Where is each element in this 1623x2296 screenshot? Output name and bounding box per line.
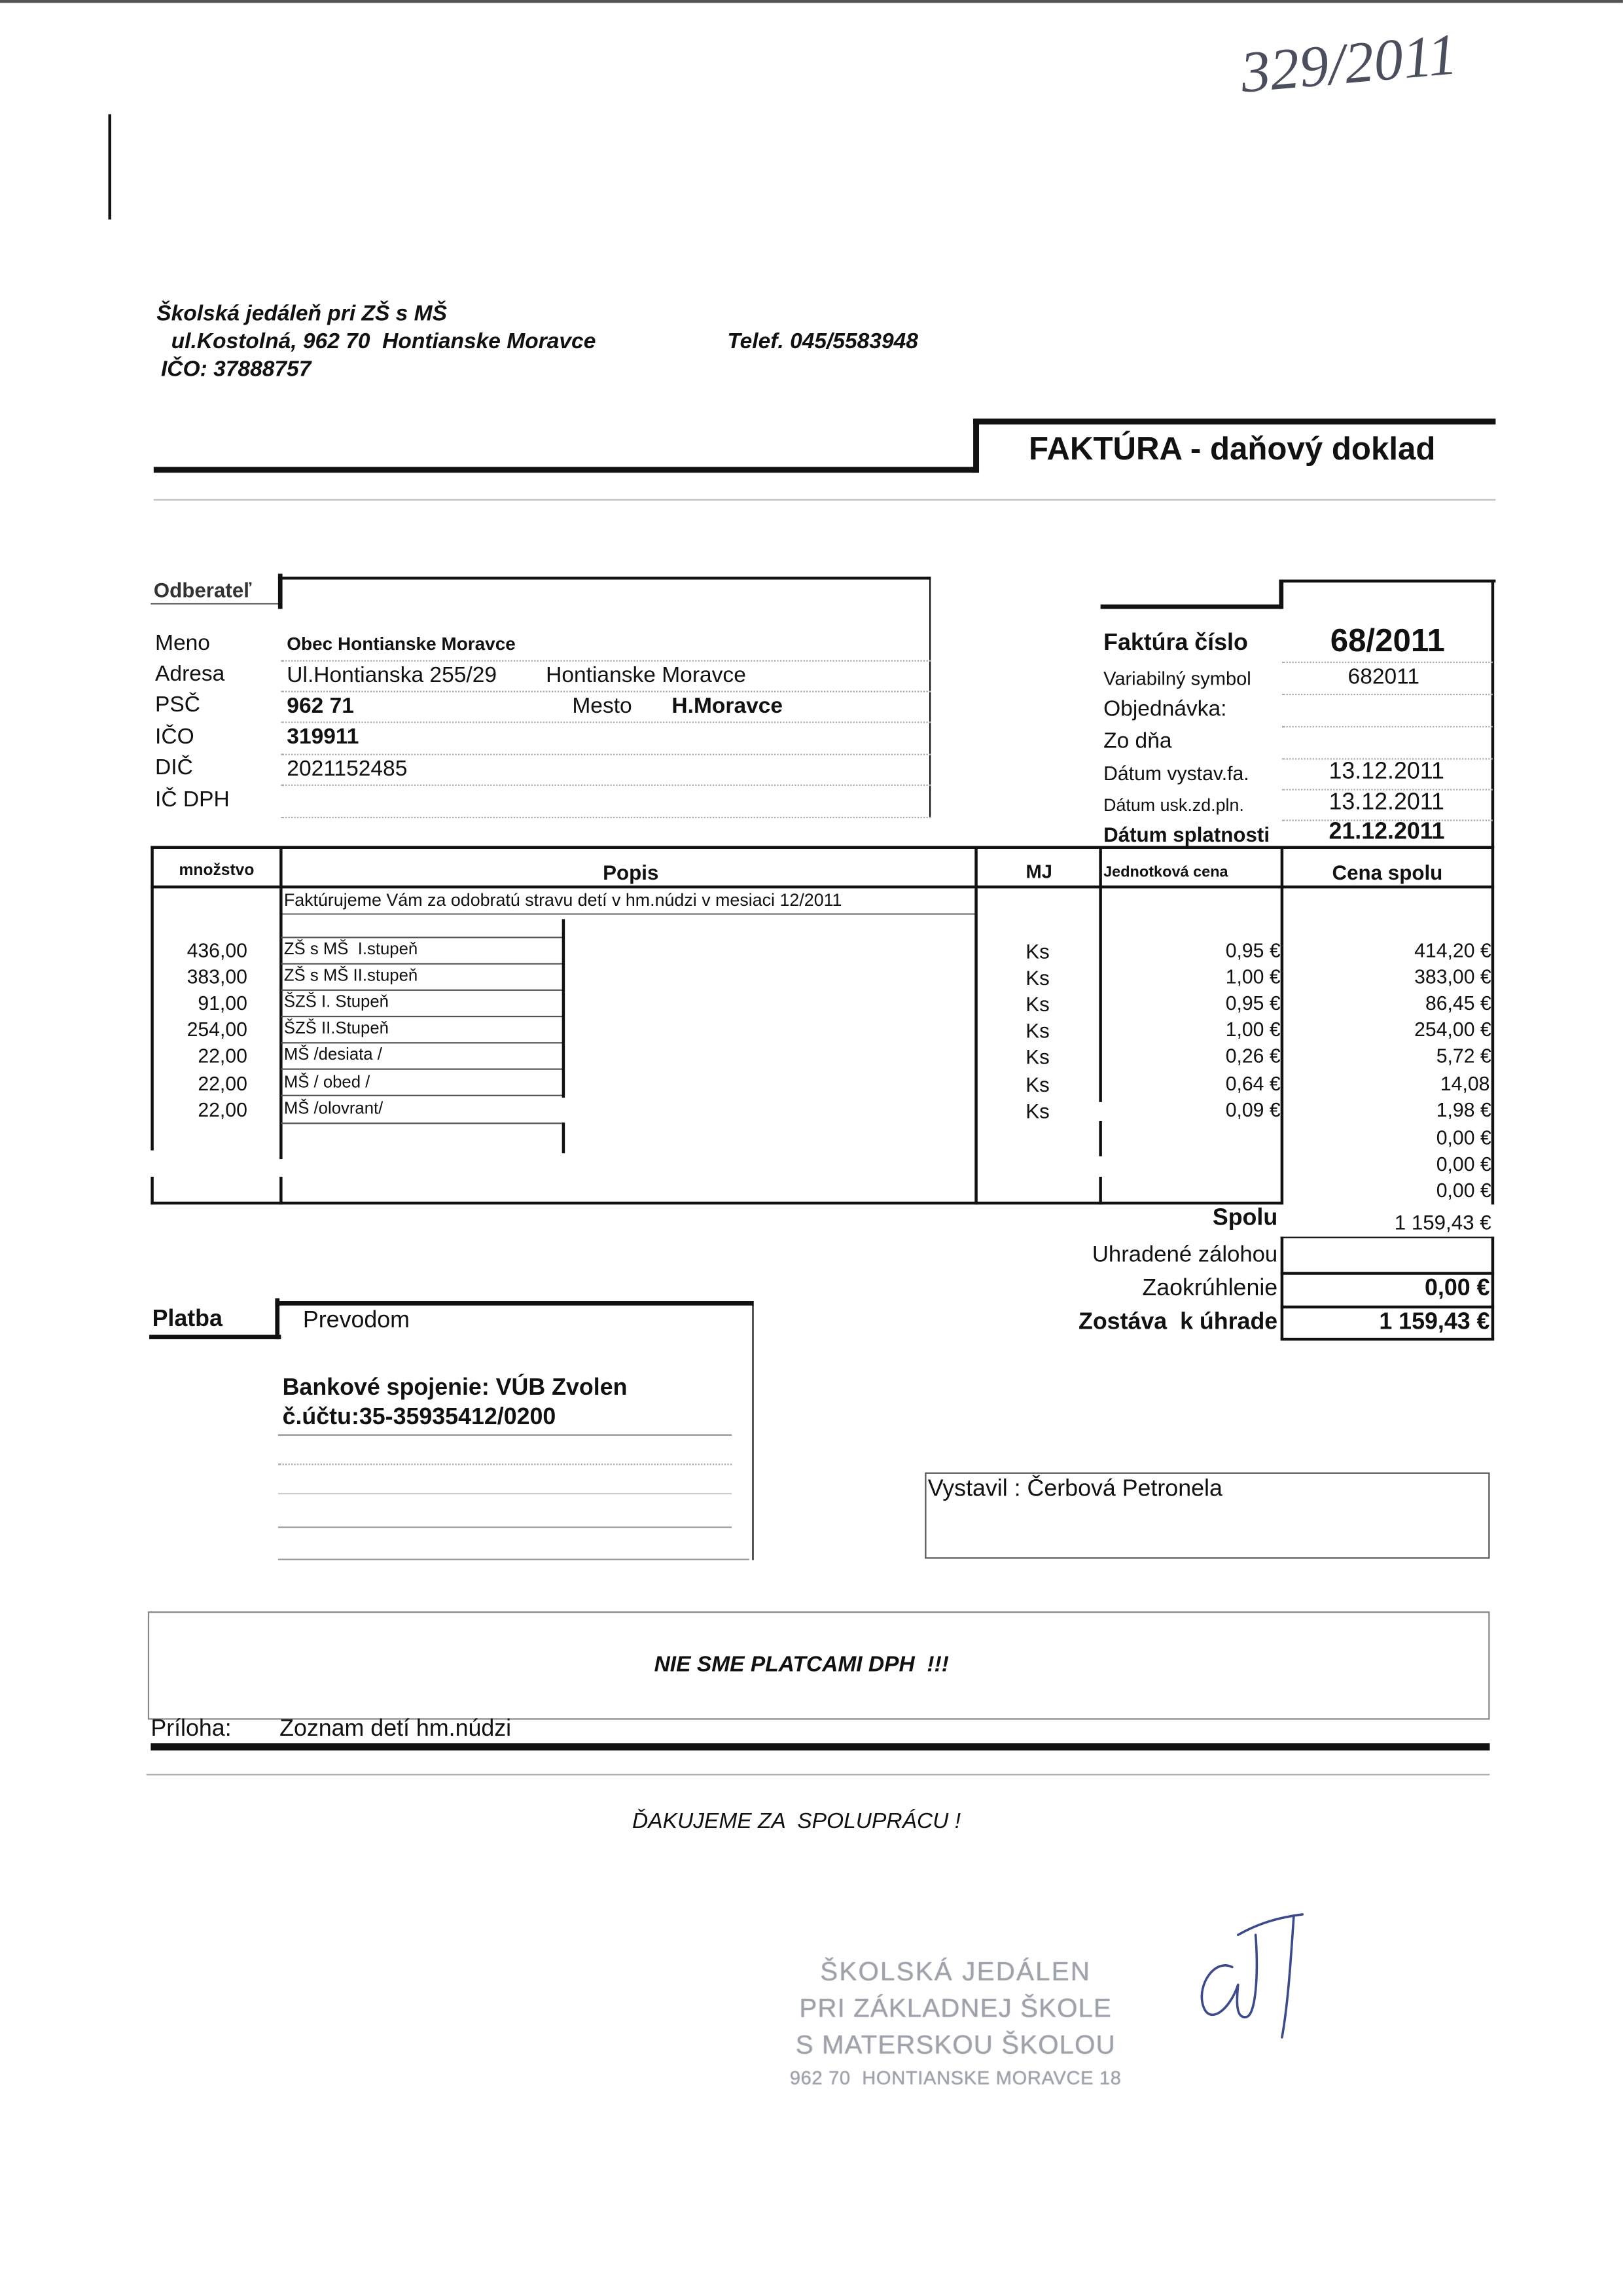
customer-box-top [278,577,931,579]
col-header-unit-price: Jednotková cena [1103,863,1228,882]
description-row-rule [281,1016,563,1017]
item-quantity: 22,00 [198,1099,247,1121]
col-header-description: Popis [603,860,659,884]
item-quantity: 91,00 [198,992,247,1014]
payment-box-right [752,1301,753,1560]
description-box-right [562,919,564,1098]
description-row-rule [281,1095,563,1096]
variable-symbol: 682011 [1347,664,1420,690]
description-row-rule [281,990,563,991]
signature [1188,1903,1320,2049]
item-description: ZŠ s MŠ II.stupeň [283,967,418,985]
table-col-border [1281,846,1283,1205]
customer-row-divider [281,785,931,786]
title-rule-vertical [973,419,979,473]
customer-row-divider [281,721,931,723]
item-unit-price: 0,95 € [1225,939,1281,962]
document-title: FAKTÚRA - daňový doklad [1029,430,1436,467]
tax-point-date-label: Dátum usk.zd.pln. [1103,795,1244,816]
table-col-border [279,846,281,1160]
item-total: 86,45 € [1425,992,1491,1014]
table-intro-rule [281,913,976,914]
supplier-name: Školská jedáleň pri ZŠ s MŠ [156,301,447,327]
supplier-address: ul.Kostolná, 962 70 Hontianske Moravce [171,329,596,355]
table-col-border [151,846,152,1151]
customer-dic-label: DIČ [155,755,193,780]
issue-date-label: Dátum vystav.fa. [1103,762,1249,785]
item-quantity: 436,00 [187,939,247,962]
header-divider [154,499,1496,501]
table-col-border [1099,1177,1101,1204]
payment-rule [278,1526,732,1528]
description-row-rule [281,1068,563,1069]
item-description: ŠZŠ I. Stupeň [283,994,389,1012]
table-col-border [1491,846,1493,1205]
amount-due-label: Zostáva k úhrade [1078,1310,1278,1335]
table-col-border [974,846,976,1205]
table-header-rule [151,886,1494,888]
totals-box-right [1491,1237,1493,1340]
amount-due-value: 1 159,43 € [1379,1310,1490,1335]
sum-label: Spolu [1212,1206,1278,1231]
item-unit: Ks [1026,939,1050,963]
customer-city: H.Moravce [671,693,783,719]
customer-postcode-label: PSČ [155,692,201,717]
variable-symbol-label: Variabilný symbol [1103,667,1251,690]
item-unit: Ks [1026,965,1050,990]
info-row-divider [1282,726,1493,727]
info-rule-top [1279,580,1495,583]
item-description: ŠZŠ II.Stupeň [283,1020,389,1038]
customer-town: Hontianske Moravce [546,662,746,689]
bank-connection: Bankové spojenie: VÚB Zvolen [282,1376,628,1401]
item-unit-price: 1,00 € [1225,1018,1281,1041]
col-header-unit: MJ [1026,860,1052,883]
customer-row-divider [281,754,931,755]
item-total: 5,72 € [1436,1045,1491,1067]
rounding-label: Zaokrúhlenie [1142,1276,1278,1301]
advance-label: Uhradené zálohou [1092,1242,1278,1268]
invoice-number-label: Faktúra číslo [1103,630,1248,656]
customer-name: Obec Hontianske Moravce [287,634,516,655]
payment-rule [278,1559,749,1560]
item-quantity: 22,00 [198,1073,247,1095]
description-box-right [562,1122,564,1153]
payment-rule [278,1434,732,1435]
sum-value: 1 159,43 € [1394,1210,1491,1234]
issued-by: Vystavil : Čerbová Petronela [927,1477,1222,1502]
totals-box-rule [1281,1272,1494,1274]
item-total: 14,08 [1440,1073,1490,1095]
stamp-line: ŠKOLSKÁ JEDÁLEN [820,1956,1092,1986]
customer-name-label: Meno [155,630,210,656]
empty-row-total: 0,00 € [1436,1126,1491,1149]
item-description: MŠ / obed / [283,1074,370,1092]
item-unit: Ks [1026,1018,1050,1043]
item-unit-price: 1,00 € [1225,965,1281,988]
customer-label-underline [151,603,279,604]
tax-point-date: 13.12.2011 [1329,790,1444,816]
payment-rule [278,1463,732,1465]
payment-label-underline [149,1335,281,1339]
item-unit-price: 0,64 € [1225,1073,1281,1095]
customer-ico-label: IČO [155,724,194,749]
item-unit-price: 0,26 € [1225,1045,1281,1067]
info-box-right [1491,580,1493,848]
item-unit: Ks [1026,992,1050,1016]
handwritten-note: 329/2011 [1238,20,1460,105]
customer-postcode: 962 71 [287,693,354,719]
totals-box-left [1281,1237,1283,1340]
customer-row-divider [281,660,931,662]
payment-label: Platba [152,1306,223,1332]
attachment-value: Zoznam detí hm.núdzi [279,1717,512,1742]
item-unit: Ks [1026,1099,1050,1123]
item-quantity: 254,00 [187,1018,247,1041]
item-unit-price: 0,09 € [1225,1099,1281,1121]
items-intro: Faktúrujeme Vám za odobratú stravu detí v hm.núdzi v mesiaci 12/2011 [283,889,842,910]
item-total: 414,20 € [1414,939,1491,962]
title-rule-bottom [154,467,979,473]
customer-ico: 319911 [287,724,359,749]
customer-city-label: Mesto [572,693,632,719]
item-unit: Ks [1026,1073,1050,1096]
col-header-total: Cena spolu [1332,860,1443,884]
table-col-border [279,1177,281,1204]
rounding-value: 0,00 € [1424,1276,1490,1301]
attachment-rule [151,1743,1489,1750]
due-date: 21.12.2011 [1329,819,1445,845]
table-col-border [1099,1121,1101,1157]
customer-box-right [929,577,931,818]
customer-row-divider [281,691,931,692]
table-bottom-rule [151,1202,1282,1204]
bank-account: č.účtu:35-35935412/0200 [282,1405,556,1430]
empty-row-total: 0,00 € [1436,1179,1491,1202]
customer-section-label: Odberateľ [153,578,252,602]
payment-rule [278,1493,732,1494]
supplier-phone: Telef. 045/5583948 [727,329,918,355]
order-label: Objednávka: [1103,696,1227,722]
stamp-line: 962 70 HONTIANSKE MORAVCE 18 [789,2066,1122,2089]
scan-mark [108,114,111,219]
customer-address-label: Adresa [155,661,225,687]
payment-box-top [275,1301,753,1305]
due-date-label: Dátum splatnosti [1103,822,1270,846]
totals-box-rule [1281,1237,1494,1238]
title-rule-top [973,419,1495,425]
payment-method: Prevodom [302,1308,410,1334]
item-unit-price: 0,95 € [1225,992,1281,1014]
info-rule-bottom [1101,605,1282,609]
signature-stroke [1202,1914,1302,2037]
totals-box-rule [1281,1338,1494,1340]
item-quantity: 22,00 [198,1045,247,1067]
info-rule-vertical [1279,580,1283,609]
order-date-label: Zo dňa [1103,728,1172,754]
description-row-rule [281,1042,563,1043]
item-total: 254,00 € [1414,1018,1491,1041]
info-row-divider [1282,694,1493,695]
description-row-rule [281,963,563,964]
col-header-quantity: množstvo [179,862,255,880]
issue-date: 13.12.2011 [1329,759,1444,785]
item-unit: Ks [1026,1045,1050,1069]
customer-ic-dph-label: IČ DPH [155,787,230,813]
customer-dic: 2021152485 [287,757,408,782]
invoice-number: 68/2011 [1330,622,1445,659]
supplier-ico: IČO: 37888757 [160,357,312,382]
item-description: MŠ /olovrant/ [283,1100,383,1119]
customer-row-divider [281,817,931,818]
stamp-line: S MATERSKOU ŠKOLOU [795,2030,1116,2060]
footer-divider [147,1774,1490,1775]
table-col-border [151,1177,152,1204]
description-row-rule [281,1122,563,1124]
item-total: 1,98 € [1436,1099,1491,1121]
item-description: ZŠ s MŠ I.stupeň [283,941,418,959]
item-description: MŠ /desiata / [283,1046,382,1064]
item-quantity: 383,00 [187,965,247,988]
description-row-rule [281,937,563,938]
info-row-divider [1282,662,1493,663]
vat-notice: NIE SME PLATCAMI DPH !!! [654,1652,949,1677]
table-top-rule [151,846,1494,848]
thanks-note: ĎAKUJEME ZA SPOLUPRÁCU ! [632,1808,961,1834]
attachment-label: Príloha: [151,1717,232,1742]
table-col-border [1099,846,1101,1102]
customer-street: Ul.Hontianska 255/29 [287,662,497,689]
totals-box-rule [1281,1306,1494,1308]
stamp-line: PRI ZÁKLADNEJ ŠKOLE [799,1993,1113,2023]
scan-top-edge [0,0,1623,3]
item-total: 383,00 € [1414,965,1491,988]
empty-row-total: 0,00 € [1436,1153,1491,1175]
